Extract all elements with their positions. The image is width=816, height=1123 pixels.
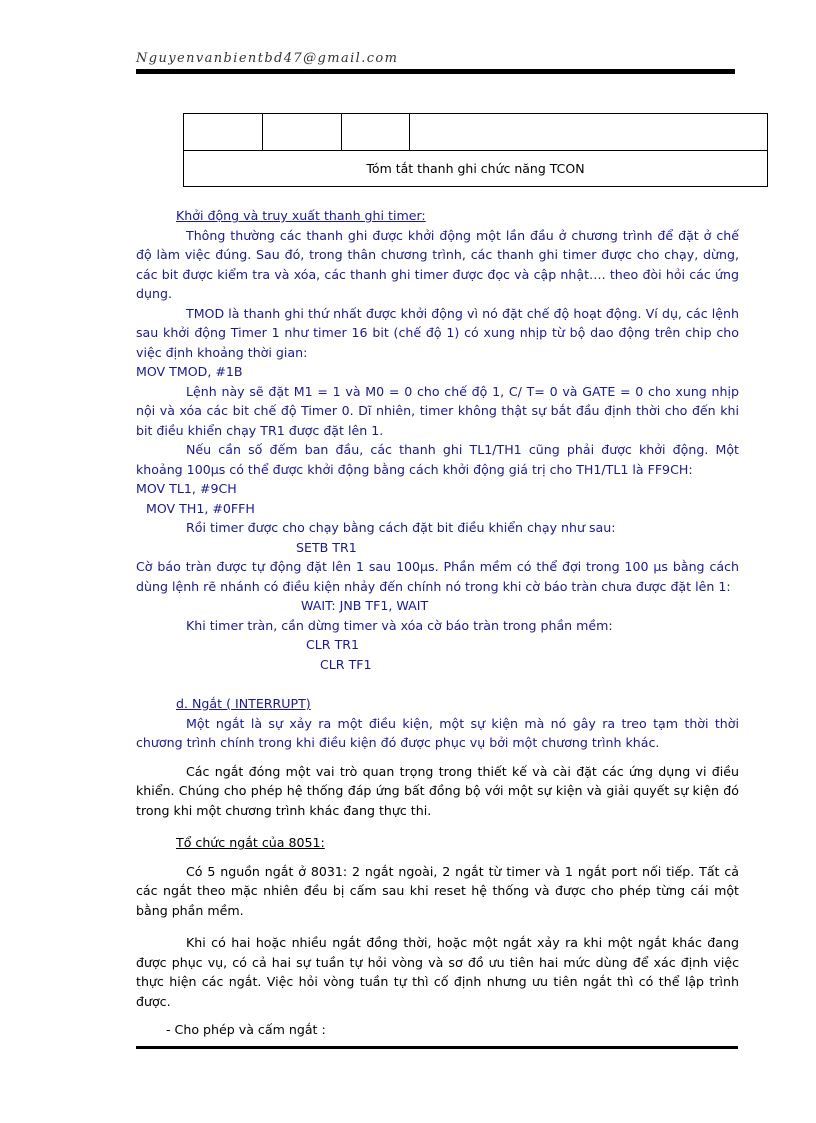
code-line-5: WAIT: JNB TF1, WAIT	[301, 598, 429, 613]
interrupt-para-2: Các ngắt đóng một vai trò quan trọng trong thiết kế và cài đặt các ứng dụng vi điều khiển. Chúng cho phép hệ thống đáp ứng bất đồng bộ với một sự kiện và giải quyết sự kiện đó trong khi một chương trình khác đang thực thi.	[136, 763, 739, 818]
table-cell	[263, 114, 342, 151]
timer-para-2: TMOD là thanh ghi thứ nhất được khởi động vì nó đặt chế độ hoạt động. Ví dụ, các lệnh sau khởi động Timer 1 như timer 16 bit (chế độ 1) có xung nhịp từ bộ dao động trên chip cho việc định khoảng thời gian:	[136, 305, 739, 360]
timer-para-1: Thông thường các thanh ghi được khởi động một lần đầu ở chương trình để đặt ở chế độ làm việc đúng. Sau đó, trong thân chương trình, các thanh ghi timer được cho chạy, dừng, các bit được kiểm tra và xóa, các thanh ghi timer được đọc và cập nhật…. theo đòi hỏi các ứng dụng.	[136, 227, 739, 301]
code-line-3: MOV TH1, #0FFH	[146, 500, 255, 516]
code-line-4: SETB TR1	[296, 539, 357, 555]
code-line-6: CLR TR1	[306, 637, 360, 652]
table-caption: Tóm tắt thanh ghi chức năng TCON	[184, 151, 768, 187]
timer-heading: Khởi động và truy xuất thanh ghi timer:	[176, 208, 426, 223]
code-line-7: CLR TF1	[320, 656, 372, 672]
timer-para-4: Nếu cần số đếm ban đầu, các thanh ghi TL1/TH1 cũng phải được khởi động. Một khoảng 100µs có thể được khởi động bằng cách khởi động giá trị cho TH1/TL1 là FF9CH:	[136, 442, 739, 477]
footer-rule	[136, 1046, 738, 1049]
interrupt-sub-heading: Tổ chức ngắt của 8051:	[176, 835, 325, 850]
table-cell	[184, 114, 263, 151]
code-line-2: MOV TL1, #9CH	[136, 481, 237, 496]
interrupt-heading: d. Ngắt ( INTERRUPT)	[176, 696, 311, 711]
interrupt-bullet: - Cho phép và cấm ngắt :	[166, 1022, 326, 1037]
interrupt-para-4: Khi có hai hoặc nhiều ngắt đồng thời, hoặc một ngắt xảy ra khi một ngắt khác đang được phục vụ, có cả hai sự tuần tự hỏi vòng và sơ đồ ưu tiên hai mức dùng để xác định việc thực hiện các ngắt. Việc hỏi vòng tuần tự thì cố định nhưng ưu tiên ngắt thì có thể lập trình được.	[136, 935, 739, 1009]
table-cell	[342, 114, 410, 151]
tcon-table	[183, 113, 768, 187]
document-body	[136, 206, 739, 1040]
timer-para-7: Khi timer tràn, cần dừng timer và xóa cờ báo tràn trong phần mềm:	[186, 617, 613, 633]
timer-para-5: Rồi timer được cho chạy bằng cách đặt bit điều khiển chạy như sau:	[186, 520, 616, 535]
table-cell	[410, 114, 768, 151]
interrupt-para-1: Một ngắt là sự xảy ra một điều kiện, một sự kiện mà nó gây ra treo tạm thời thời chương trình chính trong khi điều kiện đó được phục vụ bởi một chương trình khác.	[136, 715, 739, 750]
header-rule	[136, 69, 735, 74]
interrupt-para-3: Có 5 nguồn ngắt ở 8031: 2 ngắt ngoài, 2 ngắt từ timer và 1 ngắt port nối tiếp. Tất cả các ngắt theo mặc nhiên đều bị cấm sau khi reset hệ thống và được cho phép từng cái một bằng phần mềm.	[136, 863, 739, 918]
header-email: Nguyenvanbientbd47@gmail.com	[136, 51, 399, 66]
code-line-1: MOV TMOD, #1B	[136, 364, 243, 379]
timer-para-6: Cờ báo tràn được tự động đặt lên 1 sau 100µs. Phần mềm có thể đợi trong 100 µs bằng cách dùng lệnh rẽ nhánh có điều kiện nhảy đến chính nó trong khi cờ báo tràn chưa được đặt lên 1:	[136, 559, 739, 594]
timer-para-3: Lệnh này sẽ đặt M1 = 1 và M0 = 0 cho chế độ 1, C/ T= 0 và GATE = 0 cho xung nhịp nội và xóa các bit chế độ Timer 0. Dĩ nhiên, timer không thật sự bắt đầu định thời cho đến khi bit điều khiển chạy TR1 được đặt lên 1.	[136, 383, 739, 438]
